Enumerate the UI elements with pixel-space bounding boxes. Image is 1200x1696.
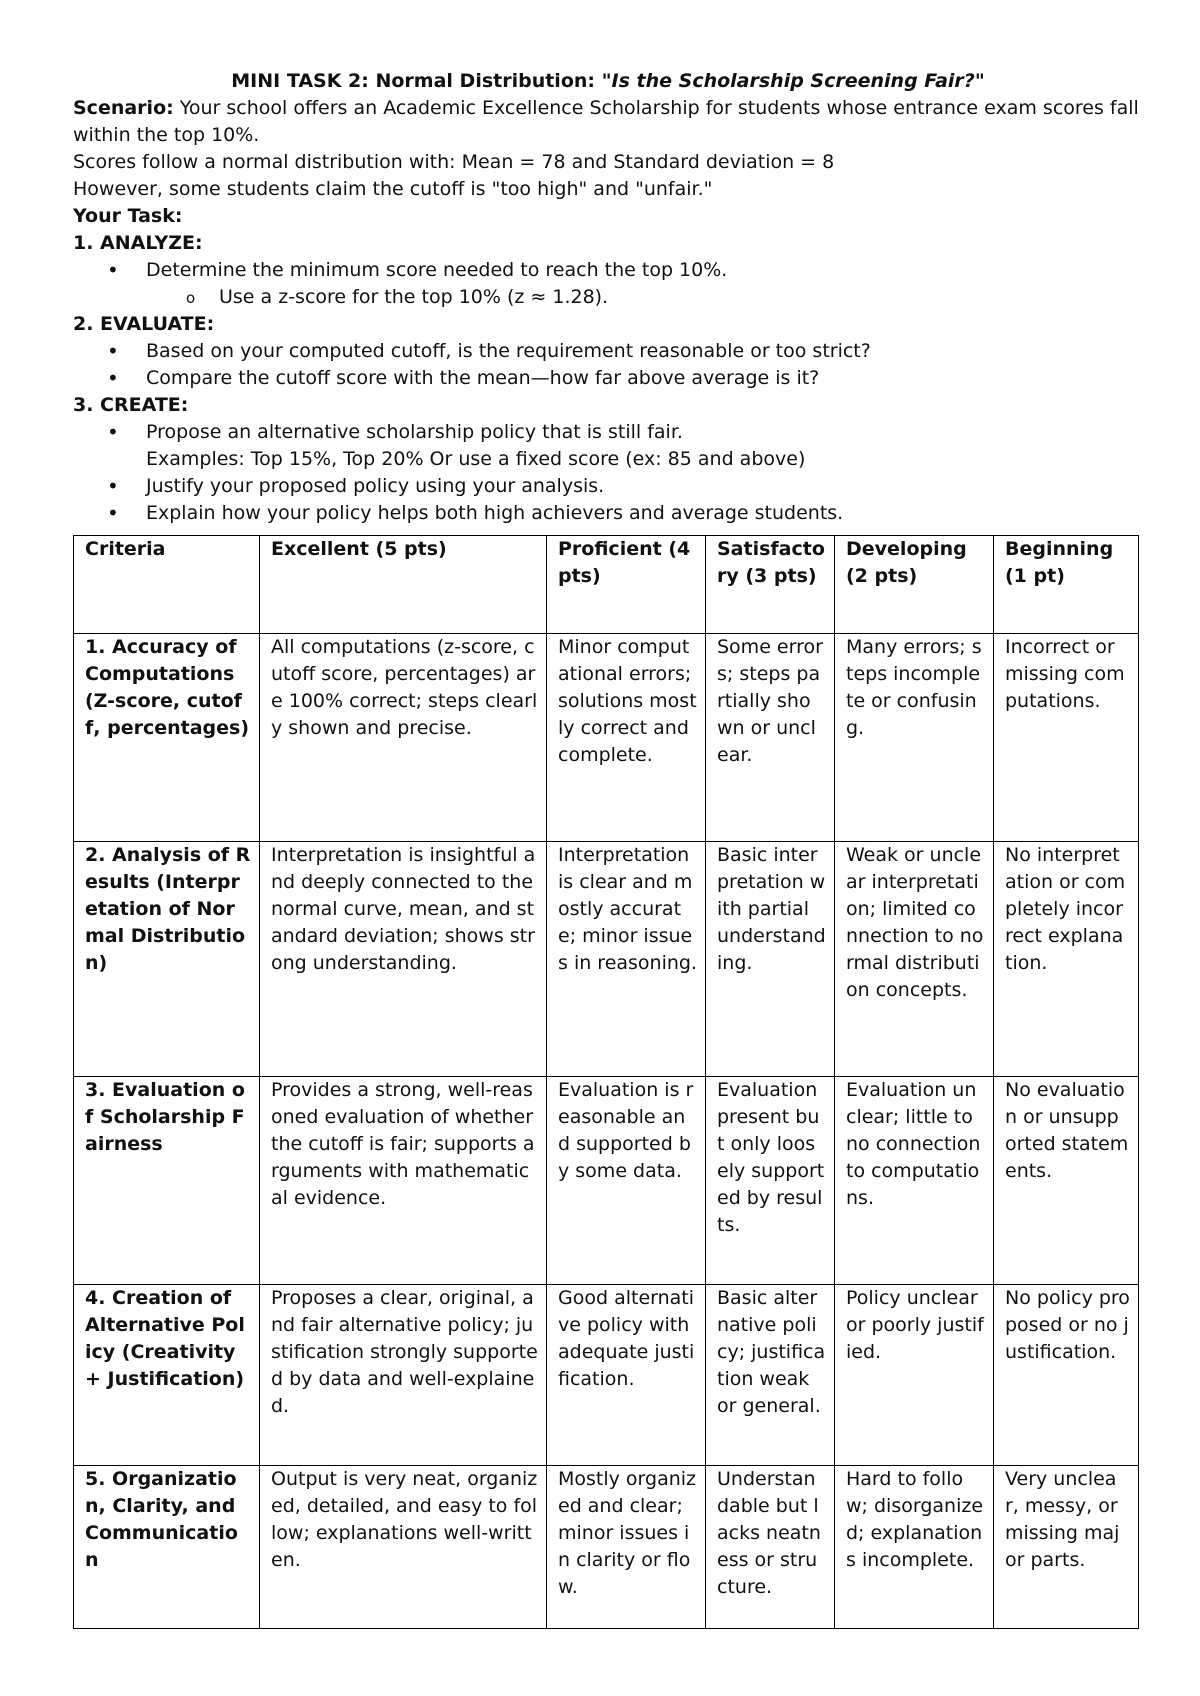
- criteria-cell: 2. Analysis of Results (Interpretation of Normal Distribution): [74, 842, 260, 1077]
- satisfactory-cell: Understandable but lacks neatness or structure.: [706, 1466, 835, 1629]
- proficient-cell: Minor computational errors; solutions mostly correct and complete.: [547, 634, 706, 842]
- table-row: [74, 1285, 1139, 1466]
- list-item: • Based on your computed cutoff, is the requirement reasonable or too strict?: [73, 338, 1143, 365]
- list-item: o Use a z-score for the top 10% (z ≈ 1.28).: [73, 284, 1143, 311]
- list-item: • Justify your proposed policy using your analysis.: [73, 473, 1143, 500]
- header-excellent: Excellent (5 pts): [260, 536, 547, 634]
- list-item: • Compare the cutoff score with the mean—how far above average is it?: [73, 365, 1143, 392]
- excellent-cell: Interpretation is insightful and deeply connected to the normal curve, mean, and standard deviation; shows strong understanding.: [260, 842, 547, 1077]
- list-item: • Explain how your policy helps both high achievers and average students.: [73, 500, 1143, 527]
- create-list: [73, 419, 1143, 446]
- table-row: [74, 842, 1139, 1077]
- excellent-cell: Proposes a clear, original, and fair alternative policy; justification strongly supported by data and well-explained.: [260, 1285, 547, 1466]
- proficient-cell: Interpretation is clear and mostly accurate; minor issues in reasoning.: [547, 842, 706, 1077]
- table-row: [74, 1077, 1139, 1285]
- satisfactory-cell: Evaluation present but only loosely supported by results.: [706, 1077, 835, 1285]
- page-title: MINI TASK 2: Normal Distribution: "Is the Scholarship Screening Fair?": [231, 70, 985, 92]
- beginning-cell: Very unclear, messy, or missing major parts.: [994, 1466, 1139, 1629]
- task-heading: Your Task:: [73, 205, 183, 227]
- analyze-list: [73, 257, 1143, 284]
- table-header-row: [74, 536, 1139, 634]
- beginning-cell: No evaluation or unsupported statements.: [994, 1077, 1139, 1285]
- table-row: [74, 1466, 1139, 1629]
- header-beginning: Beginning (1 pt): [994, 536, 1139, 634]
- evaluate-heading: 2. EVALUATE:: [73, 313, 215, 335]
- beginning-cell: No interpretation or completely incorrect explanation.: [994, 842, 1139, 1077]
- analyze-sublist: [73, 284, 1143, 311]
- excellent-cell: All computations (z-score, cutoff score, percentages) are 100% correct; steps clearly shown and precise.: [260, 634, 547, 842]
- satisfactory-cell: Basic interpretation with partial understanding.: [706, 842, 835, 1077]
- table-row: [74, 634, 1139, 842]
- analyze-heading: 1. ANALYZE:: [73, 232, 203, 254]
- criteria-cell: 5. Organization, Clarity, and Communication: [74, 1466, 260, 1629]
- scenario-distribution: Scores follow a normal distribution with: Mean = 78 and Standard deviation = 8: [73, 151, 835, 173]
- proficient-cell: Evaluation is reasonable and supported by some data.: [547, 1077, 706, 1285]
- scenario-paragraph: Scenario: Your school offers an Academic Excellence Scholarship for students whose entrance exam scores fall within the top 10%.: [73, 97, 1139, 146]
- excellent-cell: Provides a strong, well-reasoned evaluation of whether the cutoff is fair; supports arguments with mathematical evidence.: [260, 1077, 547, 1285]
- header-developing: Developing (2 pts): [835, 536, 994, 634]
- developing-cell: Evaluation unclear; little to no connection to computations.: [835, 1077, 994, 1285]
- document-body: [73, 68, 1143, 527]
- create-list-continued: [73, 473, 1143, 527]
- scenario-claim: However, some students claim the cutoff is "too high" and "unfair.": [73, 178, 713, 200]
- create-heading: 3. CREATE:: [73, 394, 189, 416]
- title-question: Is the Scholarship Screening Fair?: [611, 70, 975, 92]
- satisfactory-cell: Some errors; steps partially shown or unclear.: [706, 634, 835, 842]
- excellent-cell: Output is very neat, organized, detailed, and easy to follow; explanations well-written.: [260, 1466, 547, 1629]
- list-item: • Determine the minimum score needed to reach the top 10%.: [73, 257, 1143, 284]
- rubric-table: [73, 535, 1139, 1629]
- scenario-label: Scenario:: [73, 97, 174, 119]
- header-criteria: Criteria: [74, 536, 260, 634]
- developing-cell: Policy unclear or poorly justified.: [835, 1285, 994, 1466]
- header-satisfactory: Satisfactory (3 pts): [706, 536, 835, 634]
- header-proficient: Proficient (4 pts): [547, 536, 706, 634]
- beginning-cell: Incorrect or missing computations.: [994, 634, 1139, 842]
- create-examples: Examples: Top 15%, Top 20% Or use a fixed score (ex: 85 and above): [146, 448, 806, 470]
- evaluate-list: [73, 338, 1143, 392]
- list-item: • Propose an alternative scholarship policy that is still fair.: [73, 419, 1143, 446]
- satisfactory-cell: Basic alternative policy; justification weak or general.: [706, 1285, 835, 1466]
- beginning-cell: No policy proposed or no justification.: [994, 1285, 1139, 1466]
- criteria-cell: 3. Evaluation of Scholarship Fairness: [74, 1077, 260, 1285]
- proficient-cell: Good alternative policy with adequate justification.: [547, 1285, 706, 1466]
- proficient-cell: Mostly organized and clear; minor issues in clarity or flow.: [547, 1466, 706, 1629]
- criteria-cell: 4. Creation of Alternative Policy (Creativity + Justification): [74, 1285, 260, 1466]
- developing-cell: Weak or unclear interpretation; limited connection to normal distribution concepts.: [835, 842, 994, 1077]
- developing-cell: Hard to follow; disorganized; explanations incomplete.: [835, 1466, 994, 1629]
- developing-cell: Many errors; steps incomplete or confusing.: [835, 634, 994, 842]
- criteria-cell: 1. Accuracy of Computations (Z-score, cutoff, percentages): [74, 634, 260, 842]
